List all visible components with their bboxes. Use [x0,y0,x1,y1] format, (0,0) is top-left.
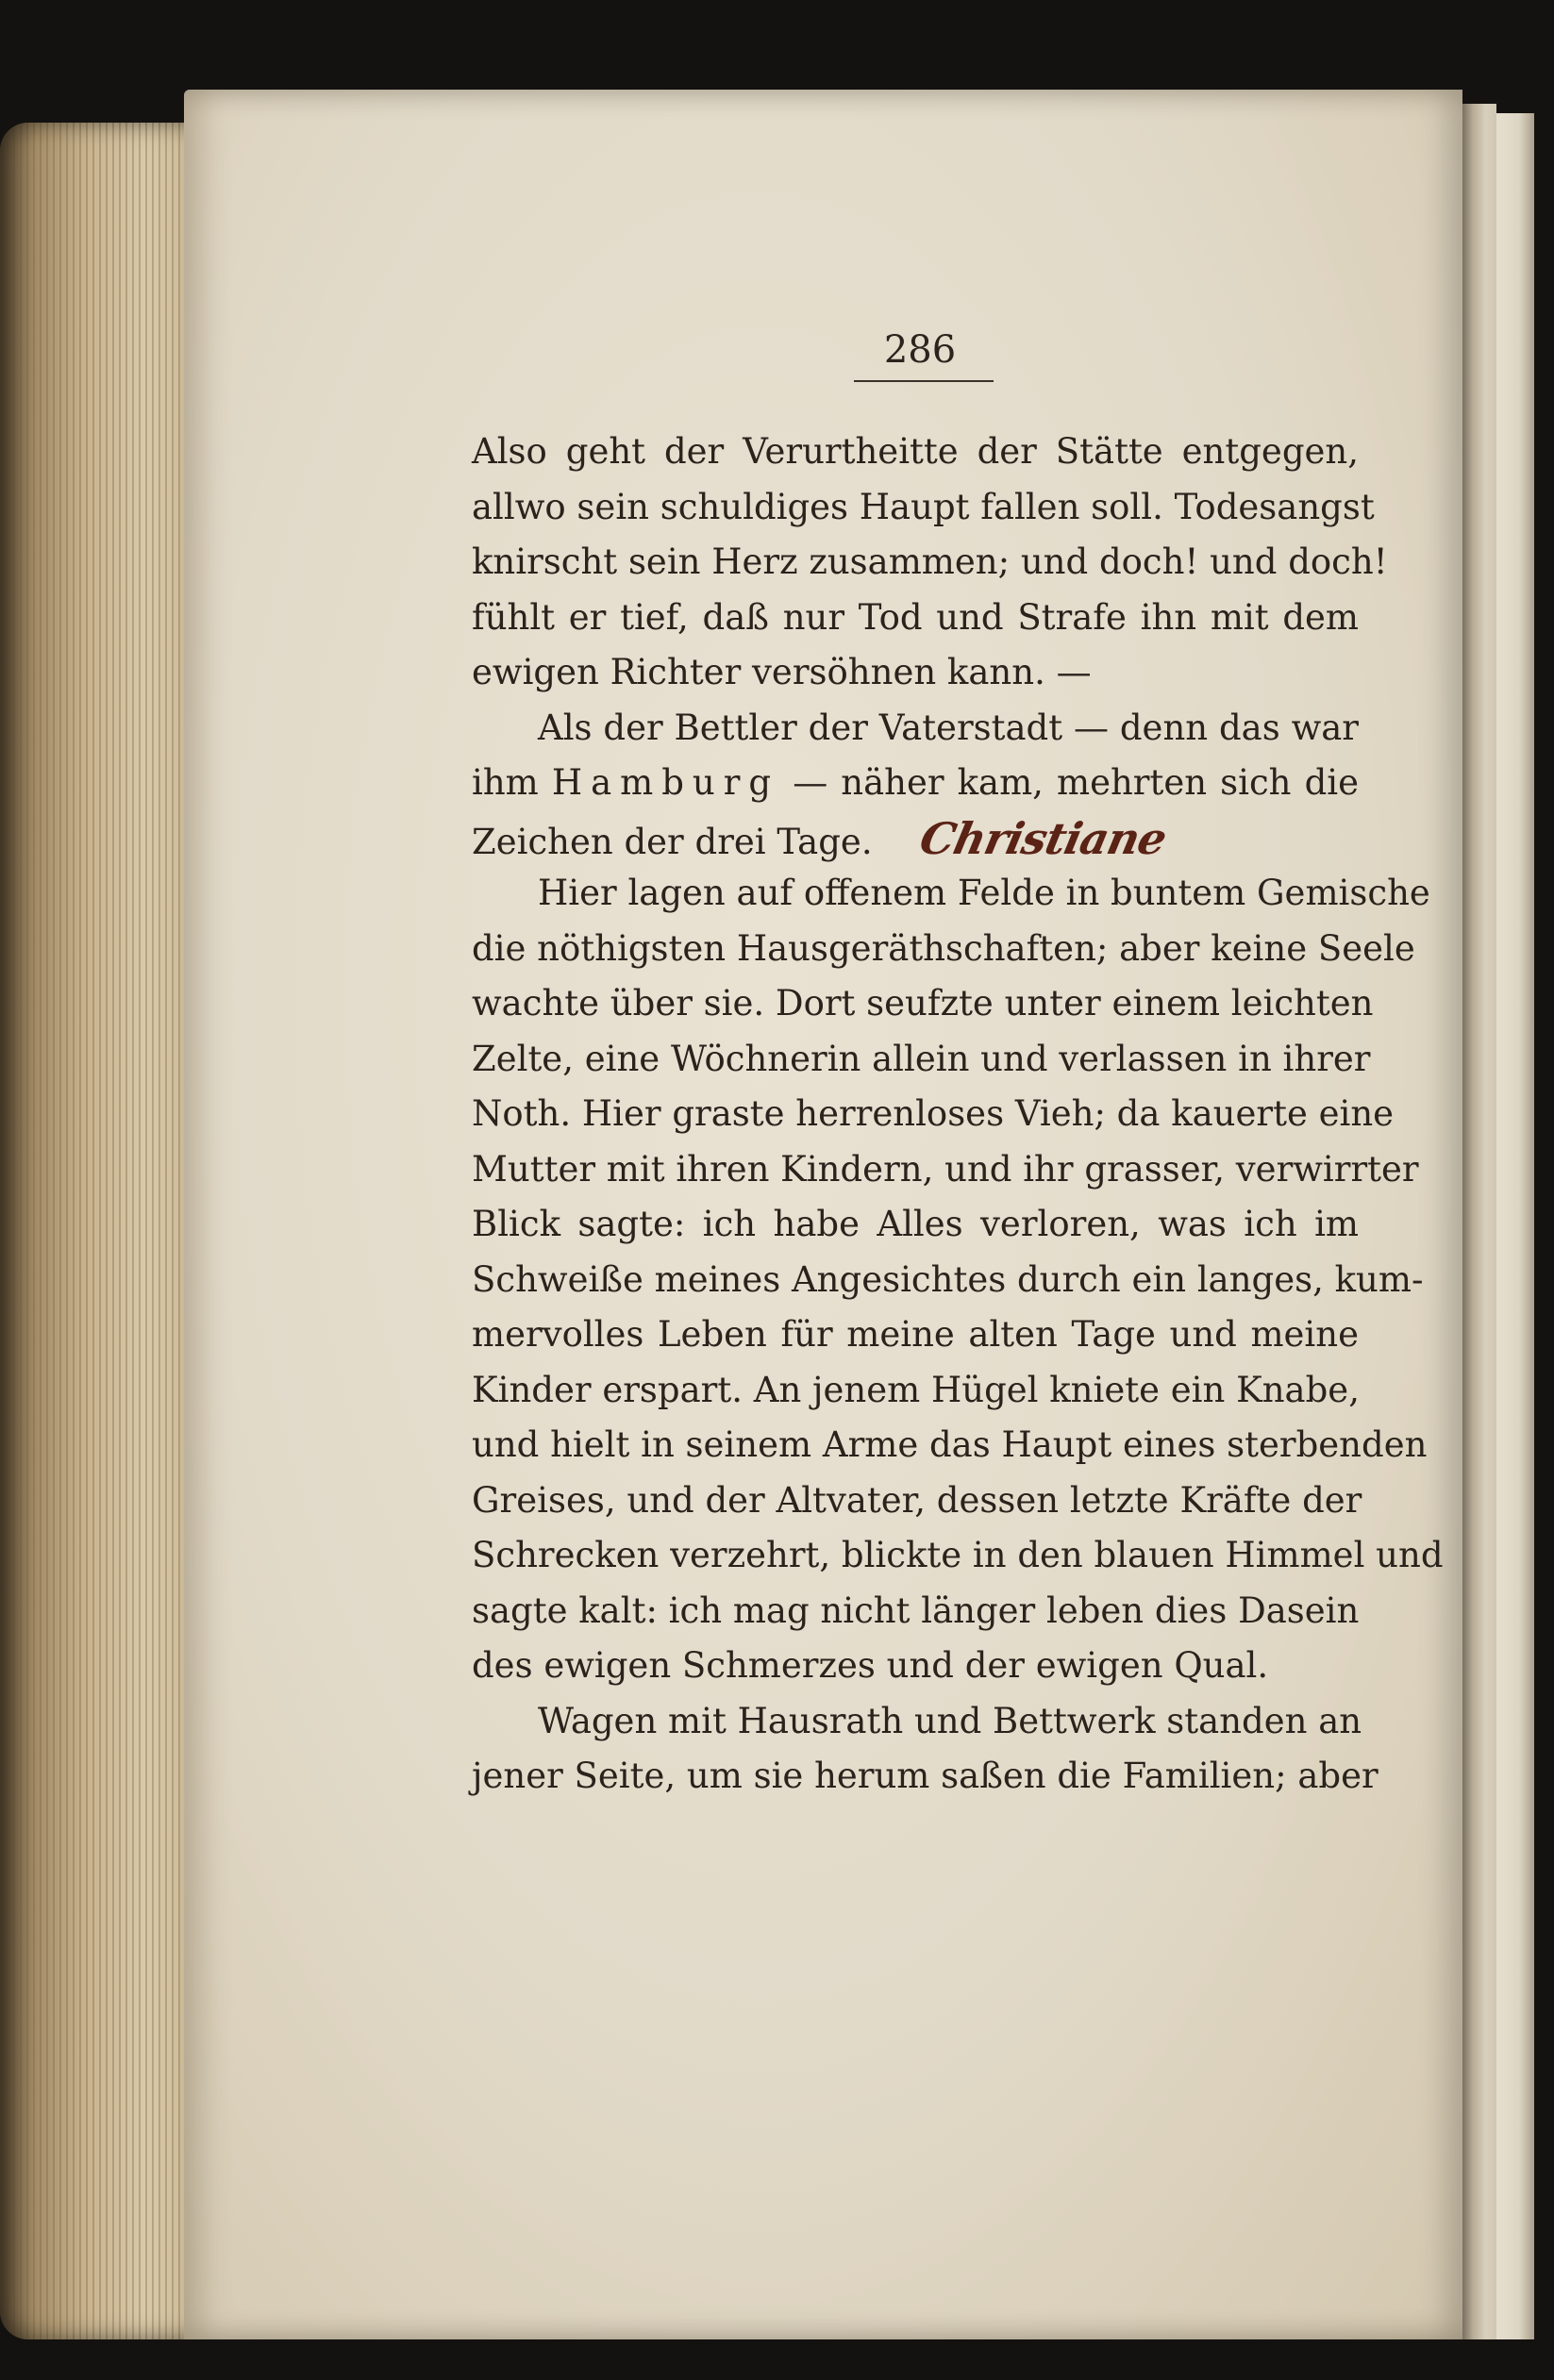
page-number-rule [854,380,994,382]
text-line: wachte über sie. Dort seufzte unter einem leichten [472,983,1374,1024]
text-line: Hier lagen auf offenem Felde in buntem Gemische [538,873,1430,913]
text-line: Als der Bettler der Vaterstadt — denn das war [538,707,1359,748]
text-block [472,424,1444,1805]
text-line: allwo sein schuldiges Haupt fallen soll. Todesangst [472,486,1375,527]
text-line: des ewigen Schmerzes und der ewigen Qual. [472,1645,1269,1686]
text-fragment: Zeichen der drei Tage. [472,821,873,862]
text-line: Greises, und der Altvater, dessen letzte Kräfte der [472,1479,1362,1521]
page-number: 286 [883,328,957,372]
text-line: fühlt er tief, daß nur Tod und Strafe ihn mit dem [472,596,1359,638]
text-line: die nöthigsten Hausgeräthschaften; aber keine Seele [472,927,1415,969]
text-line: Mutter mit ihren Kindern, und ihr grasser, verwirrter [472,1148,1419,1190]
text-fragment: ihm [472,762,539,803]
text-line: Kinder erspart. An jenem Hügel kniete ein Knabe, [472,1369,1360,1410]
text-line: knirscht sein Herz zusammen; und doch! und doch! [472,541,1388,582]
page-edge-stack [0,123,193,2339]
text-line [472,811,1359,867]
facing-page-edge [1496,113,1534,2339]
text-line: Wagen mit Hausrath und Bettwerk standen an [538,1700,1362,1741]
text-line: Noth. Hier graste herrenloses Vieh; da kauerte eine [472,1093,1395,1134]
text-line: Blick sagte: ich habe Alles verloren, was ich im [472,1204,1359,1244]
text-line: Zelte, eine Wöchnerin allein und verlassen in ihrer [472,1038,1371,1079]
handwritten-signature: Christiane [915,812,1172,864]
spaced-word: Hamburg [551,762,780,803]
text-line: Also geht der Verurtheitte der Stätte entgegen, [472,431,1359,472]
text-line: jener Seite, um sie herum saßen die Familien; aber [472,1756,1379,1796]
text-line: Schrecken verzehrt, blickte in den blauen Himmel und [472,1535,1444,1575]
text-line [472,756,1359,811]
text-line: sagte kalt: ich mag nicht länger leben dies Dasein [472,1589,1360,1631]
text-line: ewigen Richter versöhnen kann. — [472,652,1092,692]
text-line: Schweiße meines Angesichtes durch ein langes, kum- [472,1258,1424,1300]
text-fragment: — näher kam, mehrten sich die [793,762,1359,803]
text-line: mervolles Leben für meine alten Tage und meine [472,1314,1359,1355]
text-line: und hielt in seinem Arme das Haupt eines sterbenden [472,1424,1428,1465]
book-gutter [1461,104,1496,2339]
